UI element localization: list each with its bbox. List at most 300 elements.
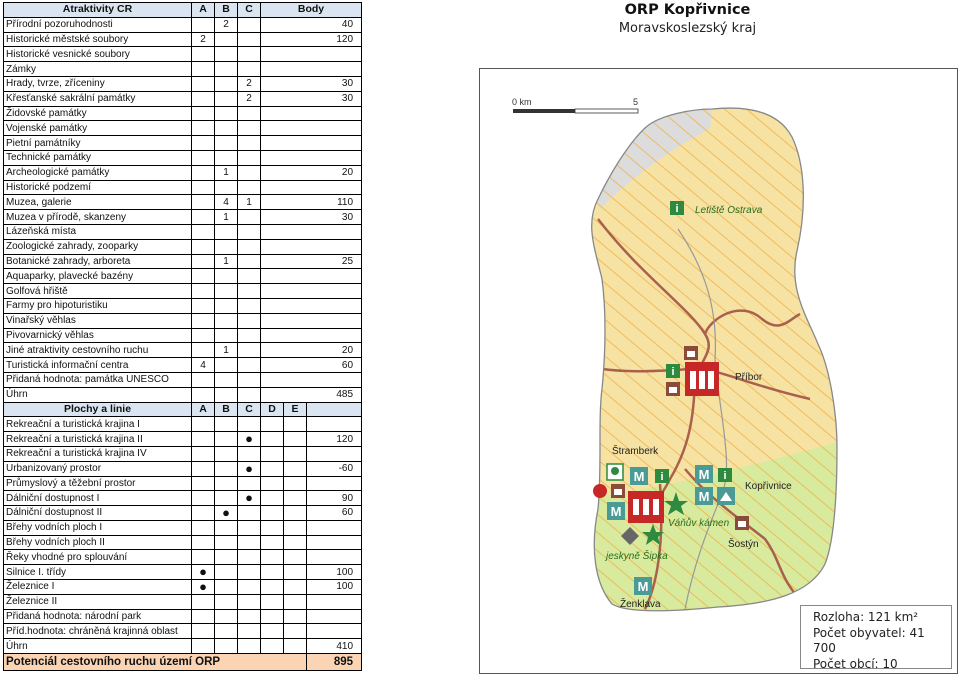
table-cell xyxy=(192,432,215,447)
museum-icon xyxy=(607,502,625,520)
table-row xyxy=(4,343,362,358)
table-cell xyxy=(215,609,238,624)
historic-town-icon xyxy=(685,362,719,396)
table-cell xyxy=(192,150,215,165)
table-cell xyxy=(192,224,215,239)
table-cell xyxy=(192,535,215,550)
marker-dot: ● xyxy=(192,580,215,595)
table-cell: 1 xyxy=(215,343,238,358)
table-cell xyxy=(284,535,307,550)
table-cell xyxy=(238,506,261,521)
table-row xyxy=(4,180,362,195)
table-row xyxy=(4,76,362,91)
table-cell xyxy=(261,594,284,609)
header-cell: Body xyxy=(261,3,362,18)
scale-end-label: 5 xyxy=(633,97,639,107)
table-cell xyxy=(238,150,261,165)
row-points: 20 xyxy=(261,165,362,180)
row-label: Farmy pro hipoturistiku xyxy=(4,298,192,313)
table-cell xyxy=(192,210,215,225)
table-cell xyxy=(215,150,238,165)
row-points: 20 xyxy=(261,343,362,358)
table-cell xyxy=(284,506,307,521)
row-label: Rekreační a turistická krajina IV xyxy=(4,446,192,461)
info-box xyxy=(800,605,952,669)
table-cell xyxy=(284,580,307,595)
table-cell xyxy=(192,269,215,284)
table-row xyxy=(4,506,362,521)
table-cell xyxy=(238,372,261,387)
table-cell xyxy=(238,313,261,328)
table-cell xyxy=(215,239,238,254)
row-label: Dálniční dostupnost I xyxy=(4,491,192,506)
row-label: Přidaná hodnota: národní park xyxy=(4,609,192,624)
table-cell xyxy=(192,594,215,609)
row-label: Přírodní pozoruhodnosti xyxy=(4,17,192,32)
table-cell xyxy=(192,284,215,299)
table-cell xyxy=(284,476,307,491)
row-points xyxy=(307,535,362,550)
row-points xyxy=(307,550,362,565)
table-cell xyxy=(215,180,238,195)
table-cell xyxy=(192,417,215,432)
info-communes: Počet obcí: 10 xyxy=(813,656,898,671)
table-row xyxy=(4,136,362,151)
table-cell xyxy=(261,520,284,535)
table-cell xyxy=(215,565,238,580)
row-points xyxy=(307,446,362,461)
table-cell xyxy=(192,609,215,624)
row-points xyxy=(261,298,362,313)
table-cell xyxy=(192,180,215,195)
table-row xyxy=(4,565,362,580)
table-cell xyxy=(192,254,215,269)
row-points: 30 xyxy=(261,210,362,225)
table-cell xyxy=(238,387,261,402)
map-title: ORP Kopřivnice xyxy=(624,2,751,18)
info-icon xyxy=(718,468,732,482)
table-row xyxy=(4,91,362,106)
marker-dot: ● xyxy=(238,461,261,476)
table-cell xyxy=(238,565,261,580)
table-cell xyxy=(261,446,284,461)
row-points xyxy=(261,106,362,121)
table-cell xyxy=(192,106,215,121)
table-cell xyxy=(192,91,215,106)
row-label: Archeologické památky xyxy=(4,165,192,180)
map-subtitle: Moravskoslezský kraj xyxy=(618,21,757,36)
row-label: Rekreační a turistická krajina II xyxy=(4,432,192,447)
row-label: Břehy vodních ploch II xyxy=(4,535,192,550)
label-sostyn: Šostýn xyxy=(728,539,759,550)
table-cell xyxy=(284,624,307,639)
table-row xyxy=(4,387,362,402)
label-letiste: Letiště Ostrava xyxy=(695,205,763,216)
table-row xyxy=(4,580,362,595)
table-row xyxy=(4,313,362,328)
table-cell xyxy=(192,298,215,313)
museum-icon-glyph: M xyxy=(698,489,710,504)
table-cell: 1 xyxy=(238,195,261,210)
castle-ruin-icon xyxy=(735,516,749,530)
attractions-header-row xyxy=(4,3,362,18)
row-label: Historické městské soubory xyxy=(4,32,192,47)
table-cell xyxy=(215,136,238,151)
attractions-table-body xyxy=(4,3,362,403)
table-cell xyxy=(238,121,261,136)
row-label: Dálniční dostupnost II xyxy=(4,506,192,521)
row-points: 120 xyxy=(307,432,362,447)
table-cell xyxy=(261,580,284,595)
table-cell xyxy=(261,535,284,550)
table-cell: 1 xyxy=(215,254,238,269)
row-points xyxy=(307,594,362,609)
table-row xyxy=(4,476,362,491)
row-label: Řeky vhodné pro splouvání xyxy=(4,550,192,565)
info-icon xyxy=(666,364,680,378)
row-label: Příd.hodnota: chráněná krajinná oblast xyxy=(4,624,192,639)
table-cell xyxy=(284,565,307,580)
table-cell: 4 xyxy=(192,358,215,373)
table-cell xyxy=(192,195,215,210)
table-cell: 4 xyxy=(215,195,238,210)
museum-icon xyxy=(695,465,713,483)
table-cell xyxy=(192,17,215,32)
areas-header-row xyxy=(4,402,362,417)
row-label: Golfová hřiště xyxy=(4,284,192,299)
table-row xyxy=(4,461,362,476)
row-points: 90 xyxy=(307,491,362,506)
table-row xyxy=(4,284,362,299)
row-points xyxy=(261,150,362,165)
table-cell xyxy=(284,609,307,624)
table-cell xyxy=(215,461,238,476)
row-points: 40 xyxy=(261,17,362,32)
row-label: Technické památky xyxy=(4,150,192,165)
row-label: Úhrn xyxy=(4,387,192,402)
row-points xyxy=(307,624,362,639)
table-cell xyxy=(238,32,261,47)
header-cell xyxy=(307,402,362,417)
header-cell: E xyxy=(284,402,307,417)
table-row xyxy=(4,195,362,210)
header-cell: D xyxy=(261,402,284,417)
table-cell xyxy=(192,76,215,91)
table-cell xyxy=(261,417,284,432)
table-row xyxy=(4,150,362,165)
table-cell xyxy=(238,17,261,32)
table-cell xyxy=(215,284,238,299)
row-label: Aquaparky, plavecké bazény xyxy=(4,269,192,284)
table-cell xyxy=(238,358,261,373)
attractions-table-wrapper xyxy=(3,2,361,671)
table-cell xyxy=(192,165,215,180)
table-row xyxy=(4,62,362,77)
table-cell xyxy=(192,136,215,151)
table-cell xyxy=(284,550,307,565)
table-row xyxy=(4,609,362,624)
row-points xyxy=(307,417,362,432)
table-cell xyxy=(215,594,238,609)
table-cell xyxy=(238,239,261,254)
table-cell xyxy=(284,520,307,535)
marker-dot: ● xyxy=(215,506,238,521)
table-cell xyxy=(192,520,215,535)
table-cell xyxy=(238,210,261,225)
attractions-table xyxy=(3,2,362,671)
museum-icon xyxy=(634,577,652,595)
castle-icon xyxy=(611,484,625,498)
table-cell xyxy=(215,580,238,595)
table-cell xyxy=(238,594,261,609)
table-cell xyxy=(238,343,261,358)
header-cell: A xyxy=(192,3,215,18)
table-cell xyxy=(261,639,284,654)
row-points xyxy=(261,328,362,343)
row-points: 120 xyxy=(261,32,362,47)
table-cell xyxy=(192,461,215,476)
table-cell xyxy=(261,550,284,565)
row-label: Průmyslový a těžební prostor xyxy=(4,476,192,491)
table-row xyxy=(4,165,362,180)
marker-dot: ● xyxy=(192,565,215,580)
castle-icon xyxy=(684,346,698,360)
table-cell xyxy=(192,121,215,136)
table-row xyxy=(4,298,362,313)
table-cell: 2 xyxy=(215,17,238,32)
row-label: Rekreační a turistická krajina I xyxy=(4,417,192,432)
table-cell xyxy=(192,239,215,254)
header-cell: B xyxy=(215,402,238,417)
table-cell xyxy=(238,269,261,284)
total-value: 895 xyxy=(307,654,362,671)
table-cell xyxy=(284,432,307,447)
table-cell xyxy=(215,476,238,491)
attraction-icon xyxy=(593,484,607,498)
table-row xyxy=(4,210,362,225)
table-cell xyxy=(238,62,261,77)
row-label: Železnice I xyxy=(4,580,192,595)
table-cell xyxy=(284,461,307,476)
church-icon xyxy=(666,382,680,396)
map-title-block xyxy=(600,2,775,36)
table-cell xyxy=(261,491,284,506)
label-jeskyne: jeskyně Šipka xyxy=(606,551,668,562)
museum-icon-glyph: M xyxy=(637,579,649,594)
table-row xyxy=(4,432,362,447)
row-label: Železnice II xyxy=(4,594,192,609)
header-cell: C xyxy=(238,402,261,417)
info-icon-glyph: i xyxy=(723,470,727,482)
row-label: Hrady, tvrze, zříceniny xyxy=(4,76,192,91)
table-cell xyxy=(261,624,284,639)
table-cell xyxy=(192,446,215,461)
table-cell: 2 xyxy=(192,32,215,47)
museum-icon xyxy=(630,467,648,485)
table-row xyxy=(4,32,362,47)
row-points xyxy=(261,239,362,254)
header-cell: Atraktivity CR xyxy=(4,3,192,18)
table-cell xyxy=(238,180,261,195)
row-points: 485 xyxy=(261,387,362,402)
row-points: 110 xyxy=(261,195,362,210)
table-cell xyxy=(261,476,284,491)
table-cell xyxy=(192,476,215,491)
label-zenklava: Ženklava xyxy=(620,599,661,610)
table-row xyxy=(4,372,362,387)
marker-dot: ● xyxy=(238,432,261,447)
table-cell xyxy=(238,535,261,550)
row-points xyxy=(261,284,362,299)
table-row xyxy=(4,121,362,136)
row-points xyxy=(307,476,362,491)
table-row xyxy=(4,47,362,62)
info-area: Rozloha: 121 km² xyxy=(813,610,919,624)
table-cell xyxy=(238,580,261,595)
total-label: Potenciál cestovního ruchu území ORP xyxy=(4,654,307,671)
row-label: Historické vesnické soubory xyxy=(4,47,192,62)
table-cell xyxy=(215,91,238,106)
table-cell xyxy=(238,417,261,432)
row-points xyxy=(261,313,362,328)
table-cell xyxy=(192,313,215,328)
table-row xyxy=(4,639,362,654)
table-cell xyxy=(215,313,238,328)
row-points xyxy=(261,121,362,136)
map xyxy=(480,69,957,673)
header-cell: C xyxy=(238,3,261,18)
table-cell xyxy=(215,224,238,239)
table-cell: 1 xyxy=(215,165,238,180)
table-cell xyxy=(238,136,261,151)
museum-icon-glyph: M xyxy=(633,469,645,484)
label-koprivnice: Kopřivnice xyxy=(745,481,792,492)
info-icon xyxy=(670,201,684,215)
table-cell xyxy=(238,284,261,299)
row-label: Zámky xyxy=(4,62,192,77)
row-points xyxy=(261,62,362,77)
table-cell xyxy=(238,520,261,535)
table-row xyxy=(4,594,362,609)
table-cell xyxy=(192,343,215,358)
row-points xyxy=(307,520,362,535)
table-cell xyxy=(192,491,215,506)
table-cell xyxy=(215,432,238,447)
row-points: 100 xyxy=(307,580,362,595)
map-frame xyxy=(479,68,958,674)
table-row xyxy=(4,224,362,239)
row-points xyxy=(261,224,362,239)
header-cell: A xyxy=(192,402,215,417)
table-row xyxy=(4,520,362,535)
row-label: Historické podzemí xyxy=(4,180,192,195)
row-label: Vinařský věhlas xyxy=(4,313,192,328)
total-row xyxy=(4,654,362,671)
table-cell: 2 xyxy=(238,76,261,91)
table-cell xyxy=(215,491,238,506)
info-icon-glyph: i xyxy=(660,471,664,483)
table-row xyxy=(4,624,362,639)
table-cell xyxy=(261,432,284,447)
row-label: Silnice I. třídy xyxy=(4,565,192,580)
table-cell xyxy=(238,624,261,639)
row-points: 30 xyxy=(261,91,362,106)
table-cell xyxy=(215,47,238,62)
table-cell xyxy=(284,594,307,609)
row-points: 100 xyxy=(307,565,362,580)
table-cell xyxy=(215,62,238,77)
table-cell xyxy=(192,639,215,654)
row-points: 60 xyxy=(261,358,362,373)
table-cell xyxy=(215,358,238,373)
table-cell xyxy=(215,446,238,461)
row-label: Křesťanské sakrální památky xyxy=(4,91,192,106)
historic-town-icon xyxy=(628,491,664,523)
table-cell xyxy=(215,387,238,402)
row-points: 25 xyxy=(261,254,362,269)
table-cell xyxy=(261,506,284,521)
table-cell xyxy=(238,639,261,654)
museum-icon-glyph: M xyxy=(610,504,622,519)
info-population: Počet obyvatel: 41 700 xyxy=(813,625,925,655)
row-points xyxy=(261,180,362,195)
nature-icon xyxy=(607,464,623,480)
table-row xyxy=(4,446,362,461)
table-cell xyxy=(215,639,238,654)
table-row xyxy=(4,269,362,284)
row-points xyxy=(261,47,362,62)
table-row xyxy=(4,417,362,432)
row-points: 30 xyxy=(261,76,362,91)
row-label: Břehy vodních ploch I xyxy=(4,520,192,535)
table-row xyxy=(4,358,362,373)
row-label: Úhrn xyxy=(4,639,192,654)
row-label: Lázeňská místa xyxy=(4,224,192,239)
table-cell xyxy=(215,328,238,343)
table-cell xyxy=(284,491,307,506)
row-label: Botanické zahrady, arboreta xyxy=(4,254,192,269)
table-cell xyxy=(192,62,215,77)
scale-start-label: 0 km xyxy=(512,97,532,107)
table-row xyxy=(4,106,362,121)
table-cell xyxy=(192,506,215,521)
table-cell xyxy=(261,565,284,580)
table-cell xyxy=(215,372,238,387)
total-section xyxy=(4,654,362,671)
label-varuv-kamen: Váňův kámen xyxy=(668,518,730,529)
info-icon-glyph: i xyxy=(671,366,675,378)
table-cell xyxy=(238,254,261,269)
table-cell xyxy=(261,461,284,476)
table-cell xyxy=(284,446,307,461)
label-stramberk: Štramberk xyxy=(612,446,659,457)
areas-lines-table-body xyxy=(4,402,362,654)
info-icon xyxy=(655,469,669,483)
row-points: 410 xyxy=(307,639,362,654)
table-cell: 1 xyxy=(215,210,238,225)
row-label: Židovské památky xyxy=(4,106,192,121)
table-cell xyxy=(238,165,261,180)
header-cell: Plochy a linie xyxy=(4,402,192,417)
table-cell xyxy=(238,446,261,461)
table-cell xyxy=(215,269,238,284)
table-cell xyxy=(261,609,284,624)
table-cell xyxy=(238,298,261,313)
table-cell xyxy=(238,550,261,565)
row-label: Zoologické zahrady, zooparky xyxy=(4,239,192,254)
museum-icon xyxy=(695,487,713,505)
table-cell xyxy=(215,550,238,565)
